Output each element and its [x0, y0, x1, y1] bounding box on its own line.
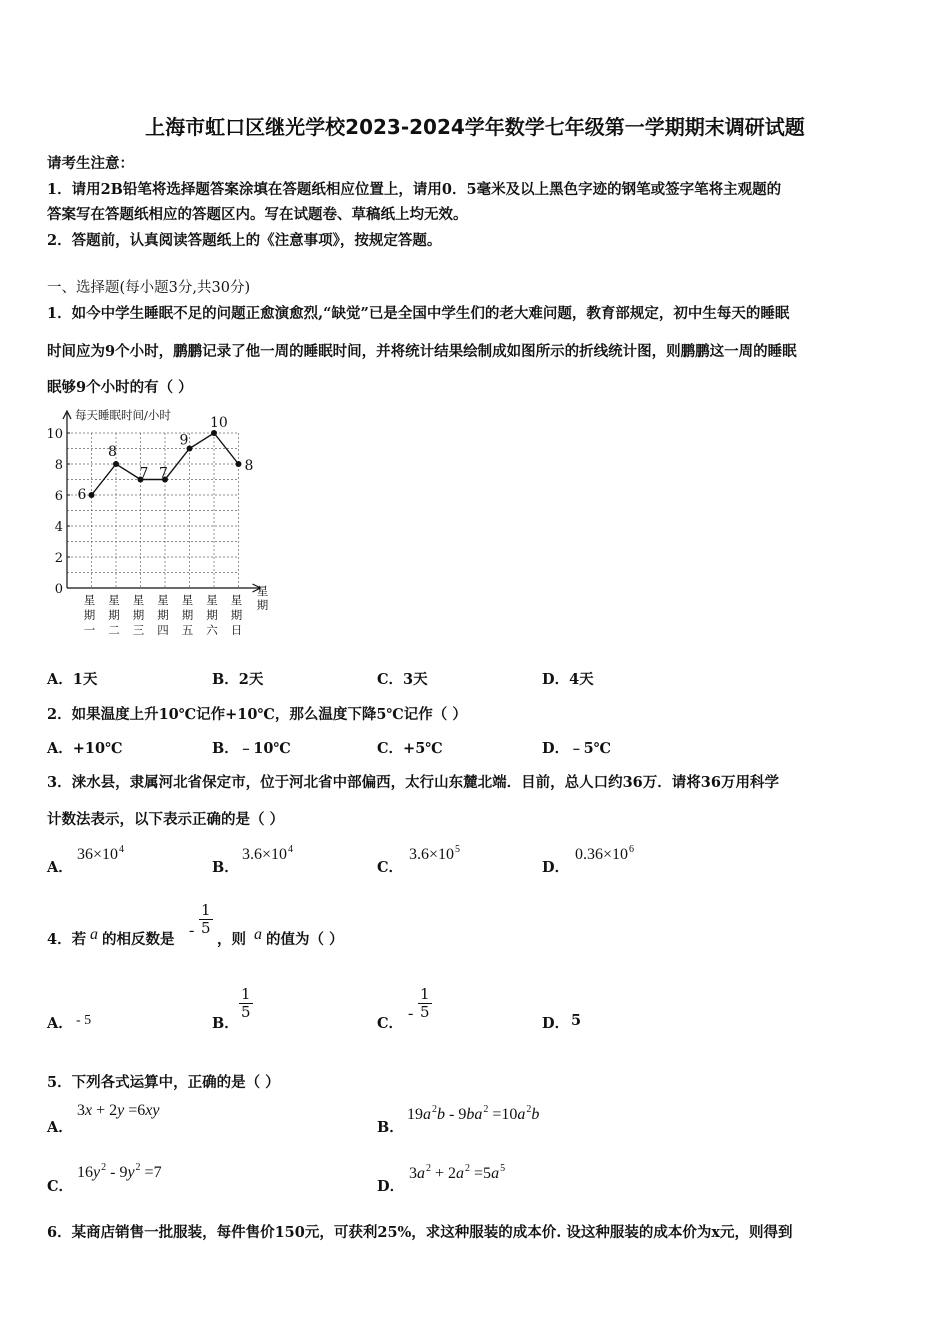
x-axis-label: 期	[256, 598, 269, 612]
x-tick-label: 二	[108, 623, 120, 637]
q6-line-1: 6．某商店销售一批服装，每件售价150元，可获利25%，求这种服装的成本价. 设这种服装的成本价为x元，则得到	[47, 1224, 793, 1241]
x-tick-label: 三	[132, 623, 145, 637]
q3-option-a[interactable]	[77, 844, 124, 864]
x-tick-label: 星	[108, 593, 120, 607]
q4-c-den: 5	[420, 1003, 430, 1021]
q4-option-d[interactable]: 5	[571, 1012, 582, 1029]
data-label: 9	[179, 432, 189, 449]
q2-option-b[interactable]: B．﹣10℃	[212, 740, 291, 757]
q4-var-a	[90, 926, 98, 944]
q3-b-times: ×10	[262, 846, 288, 863]
q5-stem: 5．下列各式运算中，正确的是（ ）	[47, 1074, 280, 1091]
q3-a-times: ×10	[93, 846, 119, 863]
q4-var-a-text: a	[90, 926, 98, 943]
q5-option-b-label[interactable]: B．	[377, 1119, 404, 1136]
q1-line-1: 1．如今中学生睡眠不足的问题正愈演愈烈,“缺觉”已是全国中学生们的老大难问题，教育部规定，初中生每天的睡眠	[47, 305, 790, 322]
data-label: 7	[159, 465, 168, 482]
q4-prefix: 4．若	[47, 931, 87, 948]
q4-fraction	[199, 902, 213, 937]
q3-a-exponent: 4	[119, 844, 125, 855]
q4-frac-den: 5	[201, 919, 211, 937]
data-label: 10	[210, 415, 228, 431]
q1-line-3: 眠够9个小时的有（ ）	[47, 379, 193, 396]
q2-option-a[interactable]: A．+10℃	[47, 740, 123, 757]
data-point	[89, 492, 95, 498]
x-axis-label: 星	[256, 584, 269, 598]
x-tick-label: 星	[230, 593, 243, 607]
x-tick-label: 五	[181, 623, 194, 637]
y-tick-label: 10	[46, 427, 63, 442]
x-tick-label: 六	[206, 623, 218, 637]
q4-suffix-1: ，则	[217, 931, 246, 948]
x-tick-label: 星	[83, 593, 96, 607]
data-label: 8	[108, 444, 117, 460]
q4-mid: 的相反数是	[102, 931, 175, 948]
q5-option-c[interactable]: $16y^2 - 9y^2 =7$	[77, 1162, 162, 1181]
q3-option-a-label[interactable]: A．	[47, 859, 73, 876]
page-title: 上海市虹口区继光学校2023-2024学年数学七年级第一学期期末调研试题	[145, 115, 805, 139]
q1-option-c[interactable]: C．3天	[377, 671, 428, 688]
data-point	[113, 461, 119, 467]
q3-b-mantissa: 3.6	[242, 846, 262, 863]
q4-c-num: 1	[420, 985, 430, 1003]
q4-option-c[interactable]	[418, 986, 432, 1021]
q2-option-d[interactable]: D．﹣5℃	[542, 740, 612, 757]
x-tick-label: 期	[132, 608, 145, 622]
q4-option-b-label[interactable]: B．	[212, 1015, 239, 1032]
q3-option-b[interactable]	[242, 844, 293, 864]
q1-option-b[interactable]: B．2天	[212, 671, 264, 688]
q3-b-exponent: 4	[288, 844, 294, 855]
q4-frac-num: 1	[201, 901, 211, 919]
x-tick-label: 期	[230, 608, 243, 622]
y-tick-label: 4	[54, 520, 63, 535]
x-tick-label: 期	[83, 608, 96, 622]
data-point	[236, 461, 242, 467]
q4-option-b[interactable]	[239, 986, 253, 1021]
q3-a-mantissa: 36	[77, 846, 93, 863]
y-tick-label: 8	[54, 458, 63, 473]
q1-line-2: 时间应为9个小时，鹏鹏记录了他一周的睡眠时间，并将统计结果绘制成如图所示的折线统计图，则鹏鹏这一周的睡眠	[47, 343, 797, 360]
notice-line-1b: 答案写在答题纸相应的答题区内。写在试题卷、草稿纸上均无效。	[47, 206, 468, 223]
q3-c-exponent: 5	[455, 844, 461, 855]
q4-option-d-label[interactable]: D．	[542, 1015, 570, 1032]
x-tick-label: 日	[230, 623, 243, 637]
x-tick-label: 星	[181, 593, 194, 607]
x-tick-label: 一	[83, 623, 96, 637]
q4-b-num: 1	[241, 985, 251, 1003]
data-label: 7	[139, 465, 149, 482]
notice-line-2: 2．答题前，认真阅读答题纸上的《注意事项》，按规定答题。	[47, 232, 442, 249]
q4-var-a-2-text: a	[254, 926, 262, 943]
q3-d-exponent: 6	[629, 844, 635, 855]
data-label: 8	[244, 458, 254, 474]
x-tick-label: 期	[157, 608, 169, 622]
q3-option-d-label[interactable]: D．	[542, 859, 570, 876]
q5-option-a-label[interactable]: A．	[47, 1119, 73, 1136]
q4-var-a-2	[254, 926, 262, 944]
q3-option-c[interactable]	[409, 844, 460, 864]
q5-option-a[interactable]: 3x + 2y =6xy	[77, 1102, 160, 1119]
x-tick-label: 期	[206, 608, 218, 622]
q4-option-a-label[interactable]: A．	[47, 1015, 73, 1032]
notice-line-1a: 1．请用2B铅笔将选择题答案涂填在答题纸相应位置上，请用0．5毫米及以上黑色字迹的钢笔或签字笔将主观题的	[47, 181, 782, 198]
q2-option-c[interactable]: C．+5℃	[377, 740, 443, 757]
q3-line-1: 3．涞水县，隶属河北省保定市，位于河北省中部偏西，太行山东麓北端．目前，总人口约36万．请将36万用科学	[47, 774, 779, 791]
section-heading: 一、选择题(每小题3分,共30分)	[47, 280, 251, 296]
q3-line-2: 计数法表示，以下表示正确的是（ ）	[47, 811, 285, 828]
q4-option-a[interactable]: - 5	[76, 1013, 92, 1028]
y-tick-label: 6	[54, 489, 63, 504]
data-label: 6	[77, 487, 87, 503]
q3-option-d[interactable]	[575, 844, 634, 864]
q4-option-c-label[interactable]: C．	[377, 1015, 404, 1032]
q3-option-c-label[interactable]: C．	[377, 859, 404, 876]
x-tick-label: 星	[132, 593, 145, 607]
q5-option-b[interactable]: $19a^2b - 9ba^2 =10a^2b$	[407, 1104, 540, 1123]
q1-option-d[interactable]: D．4天	[542, 671, 594, 688]
q3-c-mantissa: 3.6	[409, 846, 429, 863]
q5-option-d[interactable]: $3a^2 + 2a^2 =5a^5$	[409, 1163, 506, 1182]
q3-d-mantissa: 0.36	[575, 846, 603, 863]
sleep-line-chart	[40, 403, 290, 643]
q3-d-times: ×10	[603, 846, 629, 863]
q5-option-d-label[interactable]: D．	[377, 1178, 405, 1195]
x-tick-label: 四	[157, 623, 169, 637]
q4-neg-sign: -	[189, 922, 195, 939]
y-tick-label: 0	[54, 582, 63, 597]
q4-option-c-neg[interactable]: -	[408, 1005, 414, 1022]
q4-b-den: 5	[241, 1003, 251, 1021]
x-tick-label: 期	[181, 608, 194, 622]
x-tick-label: 星	[206, 593, 218, 607]
x-tick-label: 星	[157, 593, 169, 607]
q1-option-a[interactable]: A．1天	[47, 671, 98, 688]
q2-stem: 2．如果温度上升10℃记作+10℃，那么温度下降5℃记作（ ）	[47, 706, 467, 723]
q5-option-c-label[interactable]: C．	[47, 1178, 74, 1195]
x-tick-label: 期	[108, 608, 120, 622]
chart-title: 每天睡眠时间/小时	[75, 408, 171, 422]
q4-suffix-2: 的值为（ ）	[266, 931, 344, 948]
notice-heading: 请考生注意：	[47, 155, 134, 172]
q3-c-times: ×10	[429, 846, 455, 863]
q3-option-b-label[interactable]: B．	[212, 859, 239, 876]
y-tick-label: 2	[54, 551, 63, 566]
